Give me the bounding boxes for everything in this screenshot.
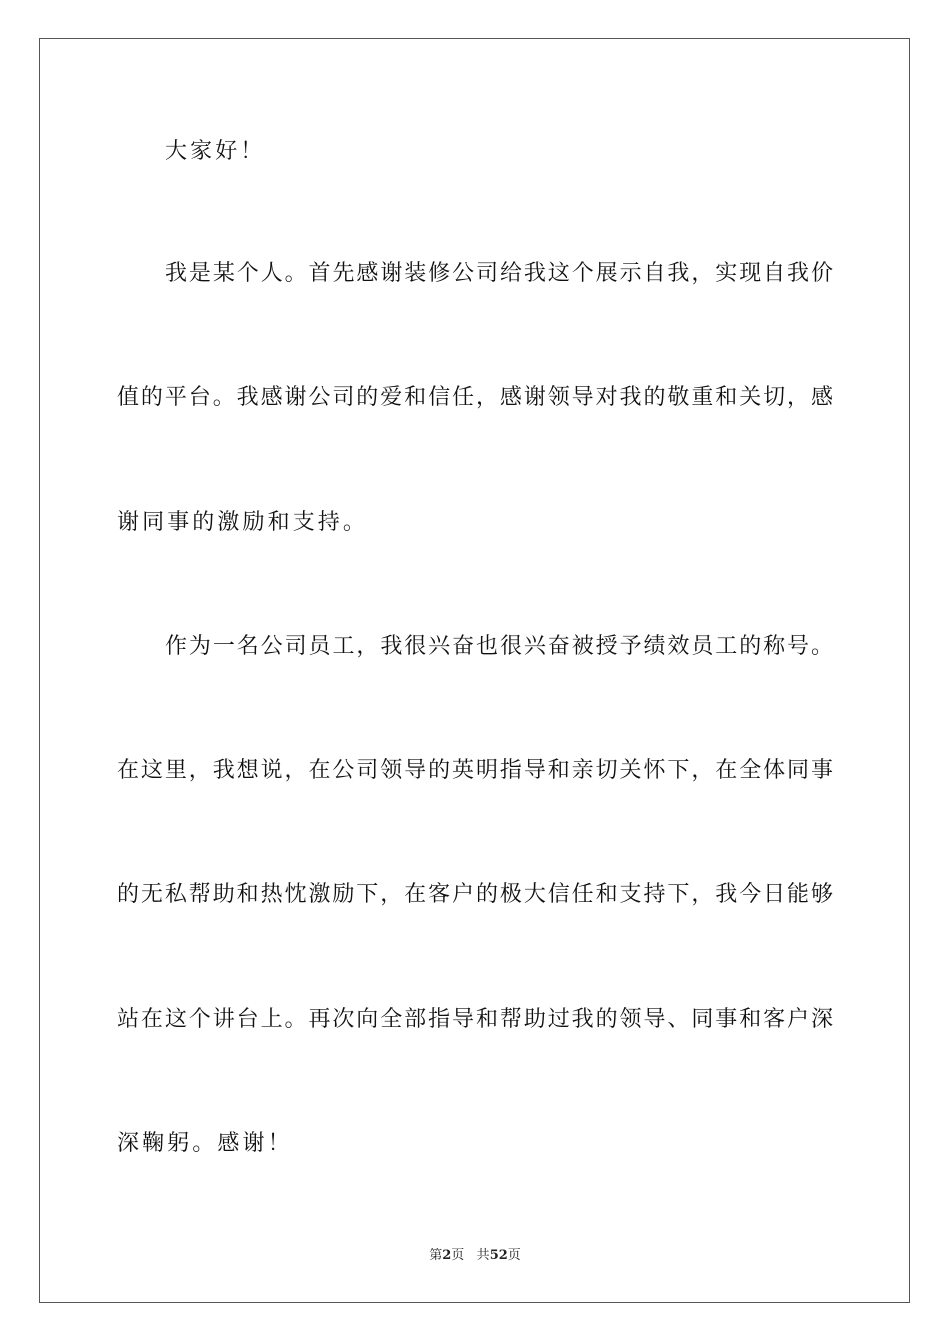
paragraph-1-line-1: 我是某个人。首先感谢装修公司给我这个展示自我，实现自我价	[165, 261, 833, 286]
paragraph-1-line-3: 谢同事的激励和支持。	[117, 510, 369, 535]
page-suffix: 页	[451, 1248, 465, 1263]
total-prefix: 共	[476, 1248, 490, 1263]
paragraph-1-line-2: 值的平台。我感谢公司的爱和信任，感谢领导对我的敬重和关切，感	[117, 385, 833, 410]
paragraph-2-line-2: 在这里，我想说，在公司领导的英明指导和亲切关怀下，在全体同事	[117, 758, 833, 783]
paragraph-2-line-5: 深鞠躬。感谢！	[117, 1131, 293, 1156]
page-prefix: 第	[429, 1248, 443, 1263]
paragraph-2-line-4: 站在这个讲台上。再次向全部指导和帮助过我的领导、同事和客户深	[117, 1007, 833, 1032]
page-number: 2	[442, 1248, 452, 1263]
greeting-line: 大家好！	[165, 139, 266, 164]
paragraph-2-line-1: 作为一名公司员工，我很兴奋也很兴奋被授予绩效员工的称号。	[165, 634, 833, 659]
page-frame	[39, 38, 910, 1303]
total-pages: 52	[489, 1248, 508, 1263]
paragraph-2-line-3: 的无私帮助和热忱激励下，在客户的极大信任和支持下，我今日能够	[117, 882, 833, 907]
page-footer	[0, 1248, 950, 1264]
total-suffix: 页	[507, 1248, 521, 1263]
